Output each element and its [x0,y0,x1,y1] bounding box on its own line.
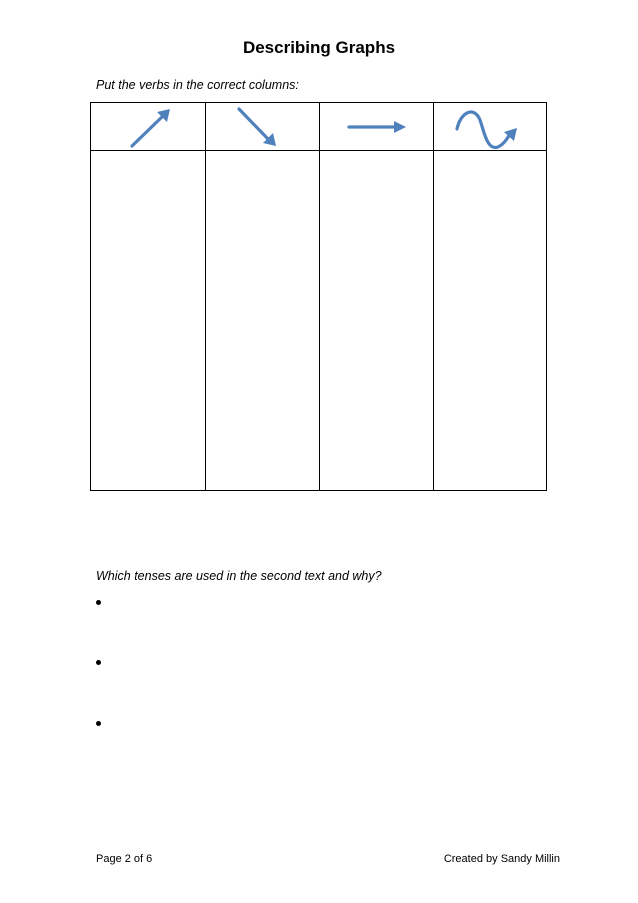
wave-arrow-icon [434,103,547,151]
arrow-up-right-icon [91,103,205,151]
column-cell-rise[interactable] [91,151,205,490]
arrow-down-right-icon [206,103,320,151]
answer-bullet[interactable] [96,660,516,680]
arrow-right-icon [320,103,434,151]
column-header-stable [320,103,434,151]
column-cell-stable[interactable] [320,151,434,490]
page-number: Page 2 of 6 [96,853,153,865]
column-header-rise [91,103,205,151]
credit-text: Created by Sandy Millin [443,853,560,865]
column-header-fluctuate [434,103,547,151]
page-title: Describing Graphs [242,38,396,57]
column-cell-fluctuate[interactable] [434,151,547,490]
bullet-dot-icon [96,721,101,726]
instruction-text: Put the verbs in the correct columns: [96,78,299,92]
column-fall [205,103,320,490]
answer-bullet[interactable] [96,600,516,620]
question-text: Which tenses are used in the second text and why? [96,569,382,583]
bullet-dot-icon [96,600,101,605]
column-fluctuate [433,103,547,490]
column-stable [319,103,434,490]
bullet-dot-icon [96,660,101,665]
column-header-fall [206,103,320,151]
column-cell-fall[interactable] [206,151,320,490]
verb-columns-table [90,102,547,491]
column-rise [91,103,205,490]
answer-bullet[interactable] [96,721,516,741]
